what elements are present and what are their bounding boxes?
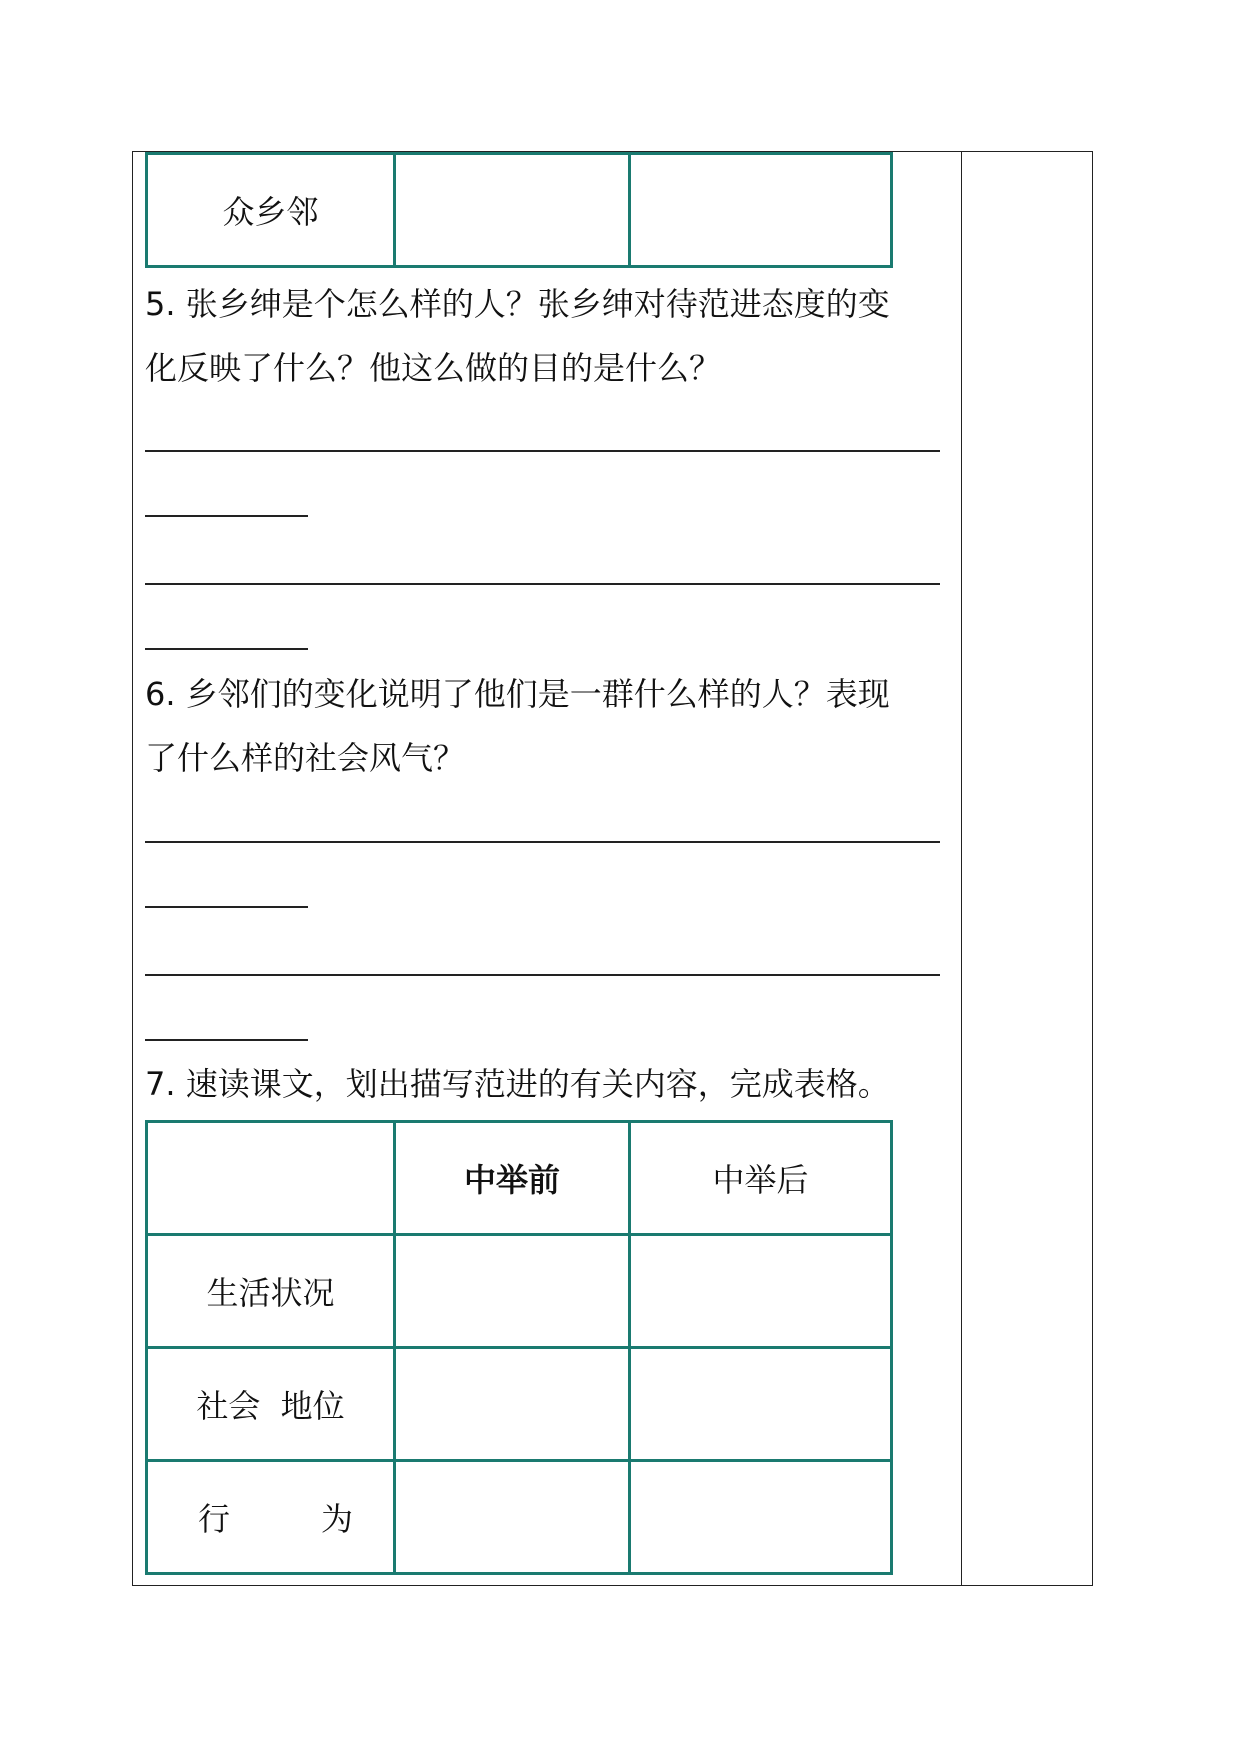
answer-blank-line[interactable]	[145, 906, 308, 908]
answer-blank-line[interactable]	[145, 515, 308, 517]
frame-column-divider	[961, 151, 962, 1586]
question-5-line-1: 5. 张乡绅是个怎么样的人？张乡绅对待范进态度的变	[145, 285, 890, 323]
table-row	[147, 1461, 892, 1574]
social-status-text: 社会 地位	[196, 1387, 345, 1425]
table-row	[147, 1235, 892, 1348]
header-cell-empty	[147, 1122, 395, 1235]
behavior-label	[148, 1494, 393, 1540]
row-label-villagers: 众乡邻	[147, 154, 395, 267]
row-label-behavior	[147, 1461, 395, 1574]
question-5-line-2: 化反映了什么？他这么做的目的是什么？	[145, 349, 722, 387]
answer-cell[interactable]	[395, 1461, 630, 1574]
question-7: 7. 速读课文，划出描写范进的有关内容，完成表格。	[145, 1065, 890, 1103]
table-header-row	[147, 1122, 892, 1235]
behavior-label-right: 为	[320, 1500, 353, 1538]
answer-blank-line[interactable]	[145, 583, 940, 585]
answer-blank-line[interactable]	[145, 648, 308, 650]
row-label-social-status	[147, 1348, 395, 1461]
table-row	[147, 1348, 892, 1461]
question-6-line-1: 6. 乡邻们的变化说明了他们是一群什么样的人？表现	[145, 675, 890, 713]
answer-blank-line[interactable]	[145, 841, 940, 843]
answer-blank-line[interactable]	[145, 1039, 308, 1041]
answer-cell[interactable]	[630, 154, 892, 267]
top-table	[145, 152, 893, 268]
fan-jin-comparison-table	[145, 1120, 893, 1575]
table-row	[147, 154, 892, 267]
answer-blank-line[interactable]	[145, 974, 940, 976]
question-6-line-2: 了什么样的社会风气？	[145, 739, 466, 777]
answer-cell[interactable]	[630, 1235, 892, 1348]
answer-blank-line[interactable]	[145, 450, 940, 452]
answer-cell[interactable]	[395, 1235, 630, 1348]
header-before-exam: 中举前	[395, 1122, 630, 1235]
answer-cell[interactable]	[630, 1348, 892, 1461]
answer-cell[interactable]	[395, 1348, 630, 1461]
answer-cell[interactable]	[630, 1461, 892, 1574]
answer-cell[interactable]	[395, 154, 630, 267]
row-label-living-conditions: 生活状况	[147, 1235, 395, 1348]
behavior-label-left: 行	[198, 1500, 231, 1538]
header-after-exam: 中举后	[630, 1122, 892, 1235]
